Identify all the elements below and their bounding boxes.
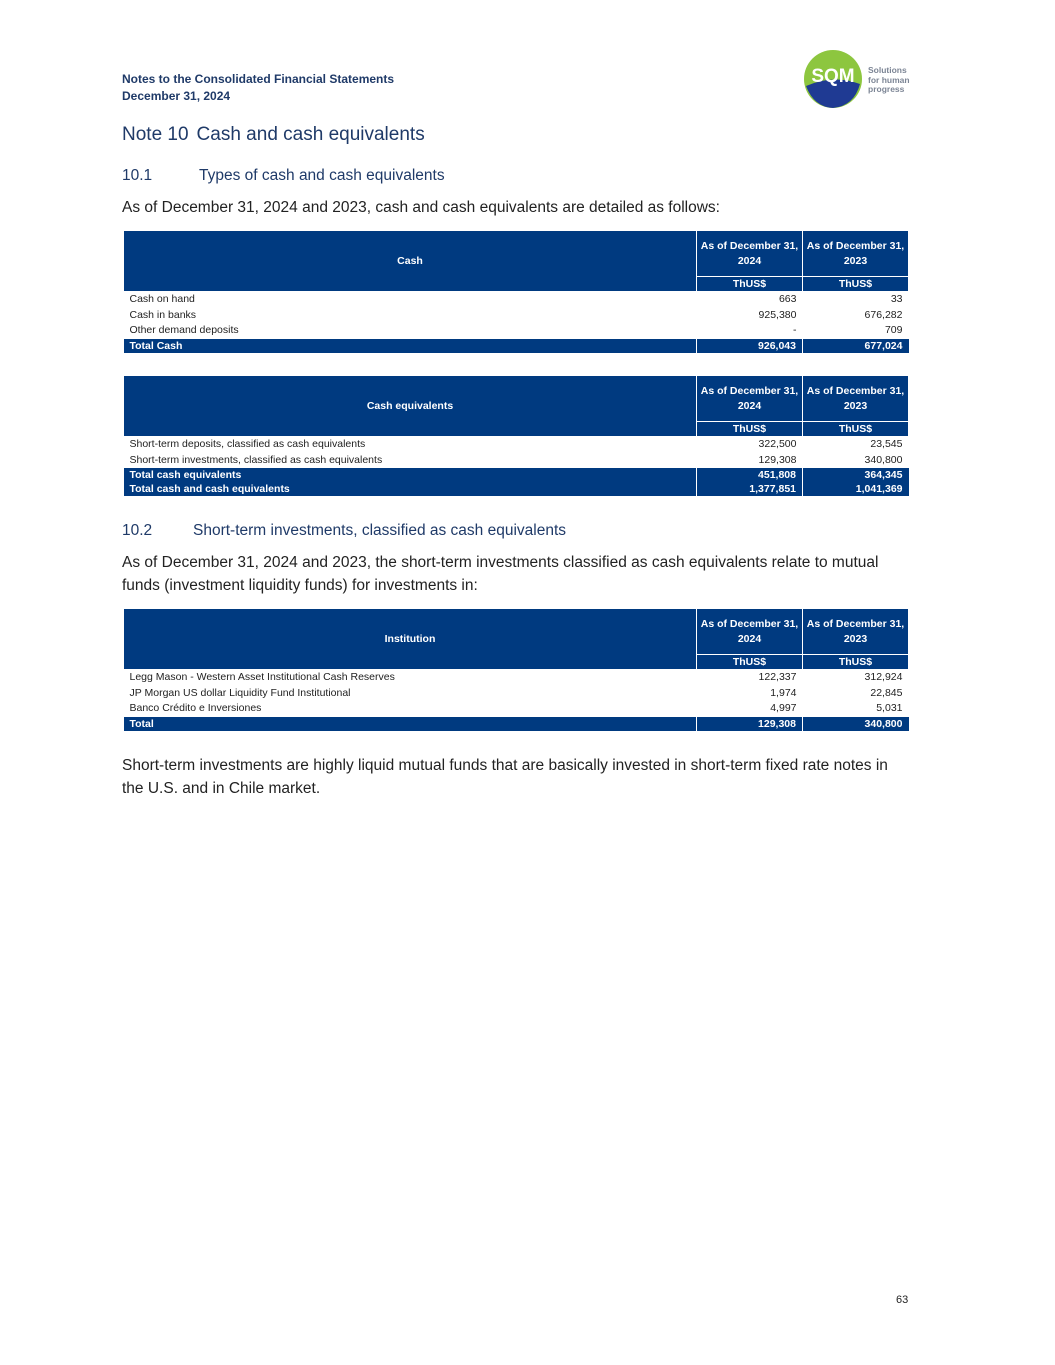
total-row <box>124 339 909 353</box>
closing-paragraph: Short-term investments are highly liquid mutual funds that are basically invested in short-term fixed rate notes in the U.S. and in Chile market. <box>122 757 888 797</box>
table-row <box>124 323 909 339</box>
value-2024: 122,337 <box>758 671 797 683</box>
total-label: Total Cash <box>124 339 697 353</box>
logo-tagline <box>868 66 910 95</box>
total-2023: 364,345 <box>803 468 909 482</box>
value-2023: 22,845 <box>870 686 903 699</box>
section-title-2: Short-term investments, classified as cash equivalents <box>193 522 567 539</box>
row-label: JP Morgan US dollar Liquidity Fund Institutional <box>129 686 351 699</box>
total-2023: 677,024 <box>803 339 909 353</box>
section-number-2: 10.2 <box>122 522 153 539</box>
cash-table-header-2023: As of December 31, 2023 <box>803 231 909 277</box>
value-2024: 4,997 <box>770 702 797 714</box>
value-2024: 663 <box>778 293 797 305</box>
row-label: Short-term investments, classified as cash equivalents <box>129 453 383 466</box>
document-header <box>122 71 394 105</box>
row-label: Short-term deposits, classified as cash equivalents <box>129 438 366 450</box>
institution-table-unit-2023: ThUS$ <box>803 655 909 670</box>
institution-table <box>123 608 909 731</box>
logo-tagline-3: progress <box>868 84 905 94</box>
value-2024: 129,308 <box>758 453 797 466</box>
note-title-text: Cash and cash equivalents <box>196 124 425 145</box>
logo-tagline-2: for human <box>868 74 910 85</box>
total-label: Total cash equivalents <box>124 468 697 482</box>
institution-table-header-2023: As of December 31, 2023 <box>803 609 909 655</box>
row-label: Cash on hand <box>129 293 195 305</box>
logo-mark: SQM <box>811 66 855 87</box>
note-number: Note 10 <box>122 124 189 145</box>
header-line-1: Notes to the Consolidated Financial Statements <box>122 72 395 86</box>
row-label: Cash in banks <box>129 308 197 321</box>
value-2023: 23,545 <box>870 438 903 450</box>
table-row <box>124 686 909 702</box>
total-2024: 129,308 <box>697 717 803 731</box>
equivalents-table-unit-2023: ThUS$ <box>803 422 909 437</box>
table-row <box>124 292 909 308</box>
value-2023: 676,282 <box>864 308 903 321</box>
section-number-1: 10.1 <box>122 167 153 184</box>
total-label: Total <box>124 717 697 731</box>
section-heading-1 <box>122 167 445 185</box>
cash-table-header-2024: As of December 31, 2024 <box>697 231 803 277</box>
total-2023: 340,800 <box>803 717 909 731</box>
value-2024: 322,500 <box>758 438 797 450</box>
cash-table <box>123 230 909 353</box>
section-intro-1: As of December 31, 2024 and 2023, cash and cash equivalents are detailed as follows: <box>122 199 720 216</box>
page-number: 63 <box>896 1294 909 1306</box>
header-line-2: December 31, 2024 <box>122 89 231 103</box>
section-title-1: Types of cash and cash equivalents <box>199 167 445 184</box>
cash-equivalents-table <box>123 375 909 496</box>
logo-tagline-1: Solutions <box>868 65 907 75</box>
cash-table-unit-2023: ThUS$ <box>803 277 909 292</box>
row-label: Legg Mason - Western Asset Institutional Cash Reserves <box>129 671 395 683</box>
value-2023: 33 <box>890 293 903 305</box>
total-2024: 1,377,851 <box>697 482 803 496</box>
value-2024: - <box>793 324 797 336</box>
grand-total-row <box>124 482 909 496</box>
value-2024: 1,974 <box>770 686 797 699</box>
institution-table-unit-2024: ThUS$ <box>697 655 803 670</box>
row-label: Other demand deposits <box>129 324 239 336</box>
cash-table-header-label: Cash <box>124 231 697 292</box>
institution-table-header-label: Institution <box>124 609 697 670</box>
section-intro-2: As of December 31, 2024 and 2023, the short-term investments classified as cash equivalents relate to mutual funds (investment liquidity funds) for investments in: <box>122 554 879 594</box>
note-title <box>122 124 425 146</box>
total-row <box>124 468 909 482</box>
table-row <box>124 453 909 469</box>
table-row <box>124 670 909 686</box>
equivalents-table-header-2023: As of December 31, 2023 <box>803 376 909 422</box>
value-2023: 709 <box>884 324 903 336</box>
value-2024: 925,380 <box>758 308 797 321</box>
section-heading-2 <box>122 522 566 540</box>
value-2023: 5,031 <box>876 702 903 714</box>
row-label: Banco Crédito e Inversiones <box>129 702 262 714</box>
company-logo <box>802 48 922 110</box>
cash-table-unit-2024: ThUS$ <box>697 277 803 292</box>
table-row <box>124 308 909 324</box>
institution-table-header-2024: As of December 31, 2024 <box>697 609 803 655</box>
total-label: Total cash and cash equivalents <box>124 482 697 496</box>
total-row <box>124 717 909 731</box>
total-2024: 926,043 <box>697 339 803 353</box>
sqm-logo-icon <box>802 48 864 110</box>
value-2023: 312,924 <box>864 671 903 683</box>
total-2023: 1,041,369 <box>803 482 909 496</box>
equivalents-table-header-2024: As of December 31, 2024 <box>697 376 803 422</box>
total-2024: 451,808 <box>697 468 803 482</box>
equivalents-table-header-label: Cash equivalents <box>124 376 697 437</box>
equivalents-table-unit-2024: ThUS$ <box>697 422 803 437</box>
value-2023: 340,800 <box>864 453 903 466</box>
table-row <box>124 437 909 453</box>
table-row <box>124 701 909 717</box>
